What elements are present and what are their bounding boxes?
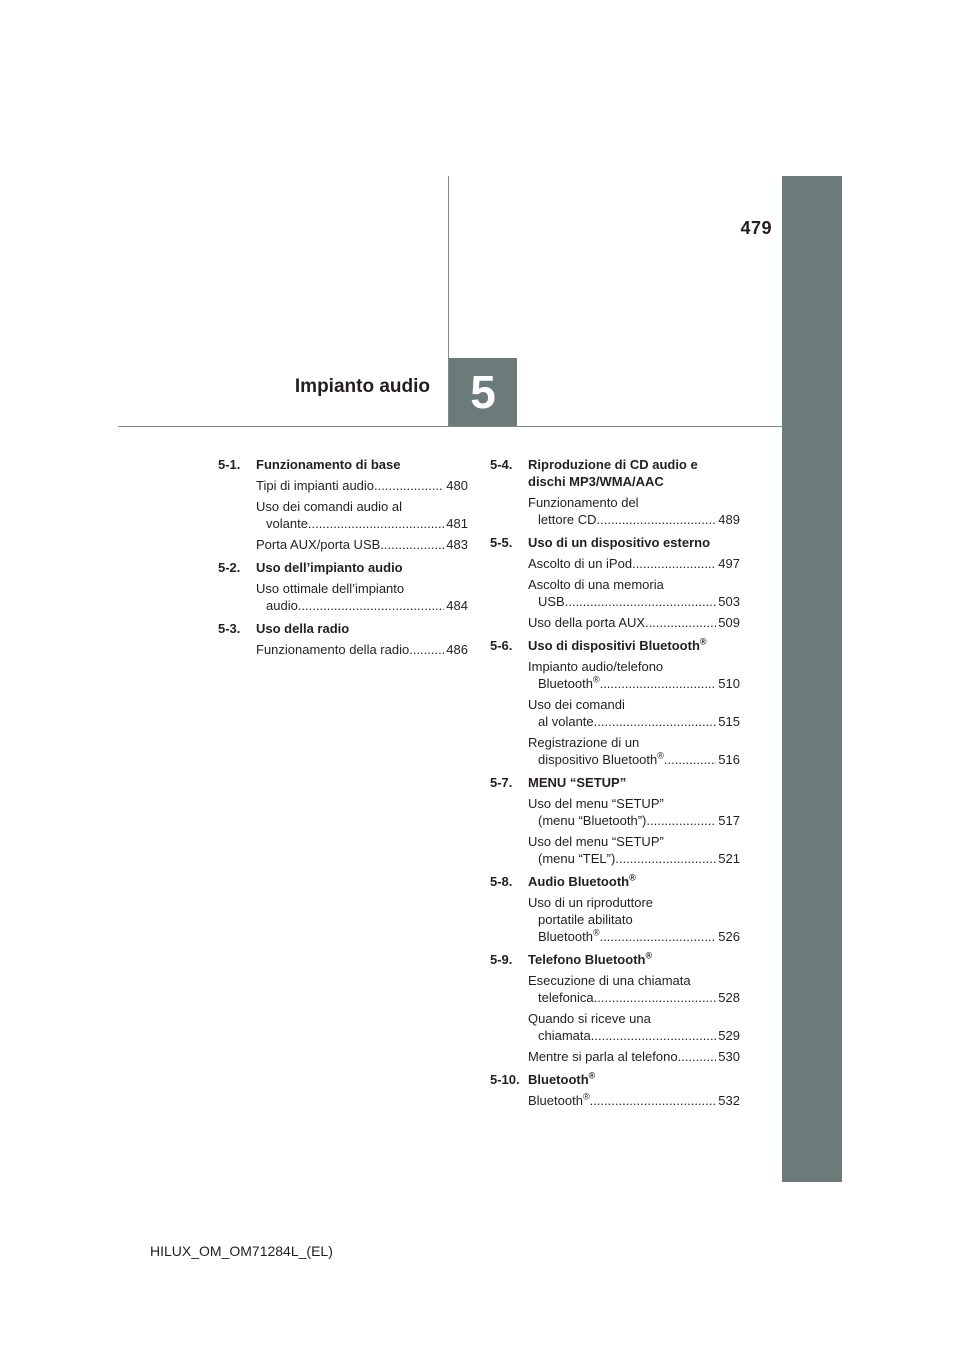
- toc-entry-leader-line: [528, 555, 740, 572]
- toc-entry-page-number: 529: [718, 1028, 740, 1043]
- toc-entry-leader-line: [528, 713, 740, 730]
- toc-section-title: [256, 559, 468, 576]
- dot-leader: [645, 614, 716, 631]
- toc-section-number: 5-5.: [490, 535, 513, 550]
- toc-entry[interactable]: [528, 696, 740, 730]
- toc-section-title: [256, 620, 468, 637]
- toc-section-heading: [490, 1071, 740, 1088]
- toc-entry-text-line: portatile abilitato: [538, 912, 633, 927]
- toc-entry[interactable]: [528, 555, 740, 572]
- toc-section-heading: [490, 774, 740, 791]
- toc-entry-text-line: Bluetooth®: [528, 1091, 590, 1108]
- toc-entry-leader-line: [256, 641, 468, 658]
- toc-entry-text-line: Funzionamento del: [528, 495, 639, 510]
- toc-entry-leader-line: [528, 928, 740, 945]
- dot-leader: [594, 713, 717, 730]
- toc-entry-page-number: 484: [446, 598, 468, 613]
- dot-leader: [298, 597, 444, 614]
- toc-entry-page-number: 509: [718, 615, 740, 630]
- toc-entry-leader-line: [528, 675, 740, 692]
- toc-section-title-line: Uso dell’impianto audio: [256, 560, 403, 575]
- toc-entry-page-number: 480: [446, 478, 468, 493]
- toc-section: [490, 951, 740, 1065]
- chapter-title: Impianto audio: [294, 376, 430, 397]
- toc-section-heading: [218, 456, 468, 473]
- toc-entry[interactable]: [528, 658, 740, 692]
- header-horizontal-rule: [118, 426, 782, 427]
- dot-leader: [600, 928, 717, 945]
- toc-section: [490, 873, 740, 945]
- toc-entry-page-number: 486: [446, 642, 468, 657]
- dot-leader: [678, 1048, 717, 1065]
- toc-entry-text-line: Quando si riceve una: [528, 1011, 651, 1026]
- toc-entry-text-line: Uso del menu “SETUP”: [528, 796, 664, 811]
- toc-entry[interactable]: [256, 477, 468, 494]
- toc-entry-text-line: Ascolto di un iPod: [528, 556, 633, 571]
- toc-section-title: [528, 456, 740, 490]
- toc-entry-text-line: Porta AUX/porta USB: [256, 537, 381, 552]
- toc-entry-text-line: USB: [538, 594, 565, 609]
- toc-entry-leader-line: [256, 515, 468, 532]
- toc-section-title-line: Uso di un dispositivo esterno: [528, 535, 711, 550]
- toc-entry-leader-line: [256, 536, 468, 553]
- toc-entry[interactable]: [528, 734, 740, 768]
- toc-entry-text-line: Uso del menu “SETUP”: [528, 834, 664, 849]
- toc-entry-leader-line: [528, 593, 740, 610]
- toc-entry-text-line: Uso dei comandi: [528, 697, 625, 712]
- dot-leader: [590, 1092, 717, 1109]
- toc-section-title-line: Funzionamento di base: [256, 457, 401, 472]
- toc-entry-page-number: 516: [718, 752, 740, 767]
- toc-entry[interactable]: [256, 498, 468, 532]
- toc-entry-page-number: 510: [718, 676, 740, 691]
- toc-section-title: [528, 873, 740, 890]
- toc-entry-page-number: 532: [718, 1093, 740, 1108]
- toc-section-title-line: Uso della radio: [256, 621, 350, 636]
- toc-entry-leader-line: [528, 751, 740, 768]
- toc-section-title: [528, 637, 740, 654]
- toc-section-number: 5-7.: [490, 775, 513, 790]
- dot-leader: [597, 511, 717, 528]
- toc-section-title: [528, 774, 740, 791]
- toc-entry-page-number: 530: [718, 1049, 740, 1064]
- toc-entry-leader-line: [256, 477, 468, 494]
- toc-section: [218, 559, 468, 614]
- toc-section-number: 5-3.: [218, 621, 241, 636]
- dot-leader: [409, 641, 444, 658]
- toc-entry[interactable]: [256, 536, 468, 553]
- dot-leader: [380, 536, 444, 553]
- toc-section-heading: [490, 873, 740, 890]
- toc-section-number: 5-9.: [490, 952, 513, 967]
- toc-entry[interactable]: [528, 576, 740, 610]
- toc-entry-text-line: audio: [266, 598, 298, 613]
- dot-leader: [591, 1027, 717, 1044]
- toc-entry[interactable]: [528, 614, 740, 631]
- toc-entry-text-line: (menu “Bluetooth”): [538, 813, 647, 828]
- toc-section-title-line: Riproduzione di CD audio e: [528, 457, 698, 472]
- toc-section-title: [528, 951, 740, 968]
- toc-entry-leader-line: [528, 850, 740, 867]
- toc-entry[interactable]: [528, 494, 740, 528]
- toc-entry-page-number: 521: [718, 851, 740, 866]
- toc-entry-text-line: volante: [266, 516, 308, 531]
- toc-entry-page-number: 481: [446, 516, 468, 531]
- toc-section: [218, 620, 468, 658]
- chapter-side-tab: [782, 176, 842, 1182]
- chapter-number-box: [449, 358, 517, 426]
- document-code: HILUX_OM_OM71284L_(EL): [150, 1243, 333, 1259]
- toc-entry-leader-line: [528, 1048, 740, 1065]
- toc-entry-text-line: Bluetooth®: [538, 674, 600, 691]
- toc-section-number: 5-6.: [490, 638, 513, 653]
- toc-section-heading: [490, 456, 740, 490]
- toc-entry-text-line: Ascolto di una memoria: [528, 577, 664, 592]
- toc-entry-leader-line: [256, 597, 468, 614]
- toc-entry-text-line: Mentre si parla al telefono: [528, 1049, 678, 1064]
- toc-entry[interactable]: [528, 795, 740, 829]
- toc-entry-page-number: 497: [718, 556, 740, 571]
- dot-leader: [615, 850, 716, 867]
- dot-leader: [374, 477, 444, 494]
- toc-entry-text-line: Impianto audio/telefono: [528, 659, 664, 674]
- toc-entry[interactable]: [528, 972, 740, 1006]
- toc-entry-text-line: Uso di un riproduttore: [528, 895, 654, 910]
- dot-leader: [632, 555, 716, 572]
- toc-entry-page-number: 489: [718, 512, 740, 527]
- toc-section: [490, 1071, 740, 1109]
- dot-leader: [664, 751, 716, 768]
- toc-section-heading: [490, 637, 740, 654]
- toc-section-number: 5-2.: [218, 560, 241, 575]
- toc-section-title-line: Uso di dispositivi Bluetooth®: [528, 636, 707, 653]
- toc-entry-text-line: al volante: [538, 714, 594, 729]
- toc-section-heading: [490, 951, 740, 968]
- toc-entry[interactable]: [256, 580, 468, 614]
- toc-entry-page-number: 517: [718, 813, 740, 828]
- toc-entry-leader-line: [528, 614, 740, 631]
- toc-entry-leader-line: [528, 989, 740, 1006]
- toc-section-heading: [218, 559, 468, 576]
- toc-column-left: [218, 456, 468, 664]
- toc-section: [490, 534, 740, 631]
- dot-leader: [600, 675, 717, 692]
- toc-entry-text-line: lettore CD: [538, 512, 597, 527]
- toc-entry-text-line: Esecuzione di una chiamata: [528, 973, 691, 988]
- toc-entry-text-line: Uso dei comandi audio al: [256, 499, 402, 514]
- toc-entry-page-number: 503: [718, 594, 740, 609]
- toc-entry-leader-line: [528, 1092, 740, 1109]
- toc-section: [490, 774, 740, 867]
- toc-section-heading: [218, 620, 468, 637]
- toc-entry-text-line: Tipi di impianti audio: [256, 478, 375, 493]
- toc-entry[interactable]: [256, 641, 468, 658]
- dot-leader: [308, 515, 444, 532]
- toc-section-title-line: Audio Bluetooth®: [528, 872, 636, 889]
- page-number: 479: [740, 218, 772, 238]
- toc-entry[interactable]: [528, 1048, 740, 1065]
- toc-entry[interactable]: [528, 894, 740, 945]
- toc-entry[interactable]: [528, 1010, 740, 1044]
- toc-entry-page-number: 526: [718, 929, 740, 944]
- toc-section: [218, 456, 468, 553]
- toc-entry-page-number: 515: [718, 714, 740, 729]
- toc-column-right: [490, 456, 740, 1115]
- toc-section-title-line: Telefono Bluetooth®: [528, 950, 653, 967]
- toc-entry-text-line: Funzionamento della radio: [256, 642, 410, 657]
- dot-leader: [565, 593, 717, 610]
- toc-entry-text-line: dispositivo Bluetooth®: [538, 750, 664, 767]
- toc-entry-text-line: telefonica: [538, 990, 594, 1005]
- toc-entry-text-line: Uso ottimale dell’impianto: [256, 581, 405, 596]
- toc-section: [490, 456, 740, 528]
- toc-entry-text-line: Registrazione di un: [528, 735, 640, 750]
- toc-section-heading: [490, 534, 740, 551]
- toc-entry-text-line: chiamata: [538, 1028, 591, 1043]
- toc-section-number: 5-1.: [218, 457, 241, 472]
- toc-section-title: [256, 456, 468, 473]
- toc-section-title-line: dischi MP3/WMA/AAC: [528, 474, 664, 489]
- toc-entry[interactable]: [528, 833, 740, 867]
- toc-entry-page-number: 483: [446, 537, 468, 552]
- toc-section-title-line: MENU “SETUP”: [528, 775, 627, 790]
- toc-section-number: 5-8.: [490, 874, 513, 889]
- toc-section: [490, 637, 740, 768]
- toc-section-title-line: Bluetooth®: [528, 1070, 596, 1087]
- toc-section-number: 5-10.: [490, 1072, 520, 1087]
- toc-section-title: [528, 534, 740, 551]
- toc-entry-text-line: Uso della porta AUX: [528, 615, 646, 630]
- chapter-number: 5: [470, 366, 496, 418]
- toc-entry-page-number: 528: [718, 990, 740, 1005]
- toc-entry-text-line: Bluetooth®: [538, 927, 600, 944]
- toc-entry-leader-line: [528, 812, 740, 829]
- toc-section-number: 5-4.: [490, 457, 513, 472]
- toc-section-title: [528, 1071, 740, 1088]
- toc-entry[interactable]: [528, 1092, 740, 1109]
- dot-leader: [594, 989, 717, 1006]
- toc-entry-text-line: (menu “TEL”): [538, 851, 616, 866]
- toc-entry-leader-line: [528, 511, 740, 528]
- toc-entry-leader-line: [528, 1027, 740, 1044]
- dot-leader: [646, 812, 716, 829]
